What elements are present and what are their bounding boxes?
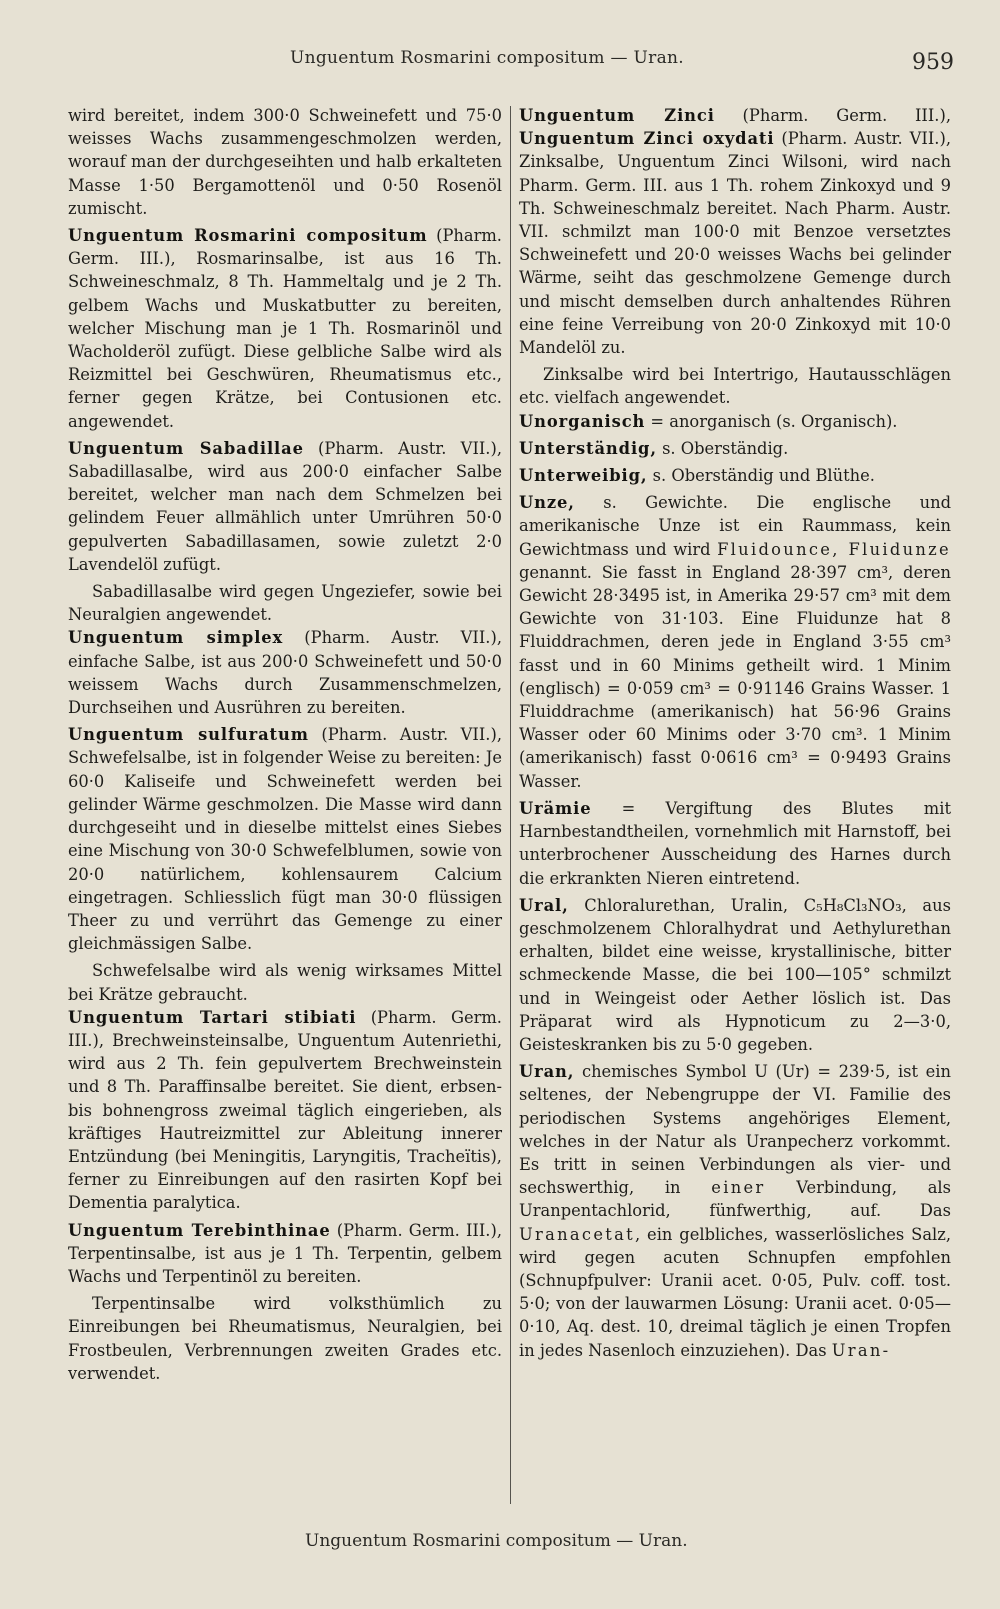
entry-heading: Unguentum Terebinthinae <box>68 1220 331 1240</box>
entry-heading: Urämie <box>519 798 592 818</box>
entry-heading: Uran, <box>519 1062 575 1082</box>
entry-ural <box>519 894 951 1056</box>
entry-text: (Pharm. Germ. III.), Rosmarinsalbe, ist aus 16 Th. Schweineschmalz, 8 Th. Hammeltalg und je 2 Th. gelbem Wachs und Muskatbutter zu bereiten, welcher Mischung man je 1 Th. Rosmarinöl und Wacholderöl zufügt. Diese gelbliche Salbe wird als Reizmittel bei Geschwüren, Rheumatismus etc., ferner gegen Krätze, bei Contusionen etc. angewendet. <box>68 226 502 431</box>
entry-heading: Unguentum Zinci <box>519 106 715 125</box>
entry-paragraph: Zinksalbe wird bei Intertrigo, Hautausschlägen etc. vielfach angewendet. <box>519 365 951 408</box>
entry-rosmarini <box>68 224 502 433</box>
entry-uraemie <box>519 797 951 890</box>
entry-text: = anorganisch (s. Organisch). <box>645 411 898 431</box>
entry-heading: Unorganisch <box>519 411 646 431</box>
entry-unterstaendig <box>519 437 951 460</box>
entry-heading: Unguentum Rosmarini compositum <box>68 226 428 246</box>
entry-text: (Pharm. Germ. III.), Brechweinsteinsalbe, Unguentum Autenriethi, wird aus 2 Th. fein gepulvertem Brechweinstein und 8 Th. Paraffinsalbe bereitet. Sie dient, erbsen- bis bohnengross zweimal täglich eingerieben, als kräftiges Hautreizmittel zur Ableitung innerer Entzündung (bei Meningitis, Laryngitis, Tracheïtis), ferner zu Einreibungen auf den rasirten Kopf bei Dementia paralytica. <box>68 1007 502 1213</box>
running-head: Unguentum Rosmarini compositum — Uran. <box>290 48 684 68</box>
left-column <box>68 104 502 1385</box>
continuation-paragraph: wird bereitet, indem 300·0 Schweinefett und 75·0 weisses Wachs zusammengeschmolzen werden, worauf man der durchgeseihten und halb erkalteten Masse 1·50 Bergamottenöl und 0·50 Rosenöl zumischt. <box>68 106 502 218</box>
entry-unorganisch <box>519 410 951 433</box>
entry-text: = Vergiftung des Blutes mit Harnbestandtheilen, vornehmlich mit Harnstoff, bei unterbrochener Ausscheidung des Harnes durch die erkrankten Nieren eintretend. <box>519 798 951 888</box>
entry-text: (Pharm. Austr. VII.), Schwefelsalbe, ist in folgender Weise zu bereiten: Je 60·0 Kaliseife und Schweinefett werden bei gelinder Wärme geschmolzen. Die Masse wird dann durchgeseiht und in dieselbe mittelst eines Siebes eine Mischung von 30·0 Schwefelblumen, sowie von 20·0 natürlichem, kohlensaurem Calcium eingetragen. Schliesslich fügt man 30·0 flüssigen Theer zu und verrührt das Gemenge zu einer gleichmässigen Salbe. <box>68 725 502 954</box>
entry-heading: Unguentum Sabadillae <box>68 438 304 458</box>
entry-heading: Unguentum sulfuratum <box>68 725 309 745</box>
entry-text: s. Gewichte. Die englische und amerikanische Unze ist ein Raummass, kein Gewichtmass und wird <box>519 493 951 559</box>
entry-unterweibig <box>519 464 951 487</box>
entry-terebinthinae <box>68 1219 502 1289</box>
entry-text: s. Oberständig. <box>656 438 789 458</box>
entry-tartari-stibiati <box>68 1006 502 1215</box>
entry-text: (Pharm. Austr. VII.), einfache Salbe, ist aus 200·0 Schweinefett und 50·0 weissem Wachs durch Zusammenschmelzen, Durchseihen und Ausrühren zu bereiten. <box>68 628 502 718</box>
entry-text: (Pharm. Germ. III.), <box>714 106 951 125</box>
spaced-term: Uran- <box>831 1340 891 1360</box>
entry-sulfuratum <box>68 723 502 955</box>
entry-text: aus geschmolzenem Chloralhydrat und Aethylurethan erhalten, bildet eine weisse, krystallinische, bitter schmeckende Masse, die bei 100—105° schmilzt und in Weingeist oder Aether löslich ist. Das Präparat wird als Hypnoticum zu 2—3·0, Geisteskranken bis zu 5·0 gegeben. <box>519 895 951 1054</box>
entry-heading: Unze, <box>519 493 575 513</box>
spaced-term: Fluidounce, Fluidunze <box>717 539 951 559</box>
entry-unze <box>519 491 951 793</box>
entry-text: (Pharm. Germ. III.), Terpentinsalbe, ist aus je 1 Th. Terpentin, gelbem Wachs und Terpentinöl zu bereiten. <box>68 1220 502 1286</box>
entry-text: (Pharm. Austr. VII.), Zinksalbe, Unguentum Zinci Wilsoni, wird nach Pharm. Germ. III. aus 1 Th. rohem Zinkoxyd und 9 Th. Schweineschmalz bereitet. Nach Pharm. Austr. VII. schmilzt man 100·0 mit Benzoe versetztes Schweinefett und 20·0 weisses Wachs bei gelinder Wärme, seiht das geschmolzene Gemenge durch und mischt demselben durch anhaltendes Rühren eine feine Verreibung von 20·0 Zinkoxyd mit 10·0 Mandelöl zu. <box>519 129 951 358</box>
spaced-term: einer <box>711 1178 766 1198</box>
entry-text: genannt. Sie fasst in England 28·397 cm³, deren Gewicht 28·3495 ist, in Amerika 29·57 cm³ mit dem Gewichte von 31·103. Eine Fluidunze hat 8 Fluiddrachmen, deren jede in England 3·55 cm³ fasst und in 60 Minims getheilt wird. 1 Minim (englisch) = 0·059 cm³ = 0·91146 Grains Wasser. 1 Fluiddrachme (amerikanisch) hat 56·96 Grains Wasser oder 60 Minims oder 3·70 cm³. 1 Minim (amerikanisch) fasst 0·0616 cm³ = 0·9493 Grains Wasser. <box>519 562 951 791</box>
entry-heading: Unguentum simplex <box>68 628 284 648</box>
entry-heading: Unterständig, <box>519 438 657 458</box>
chemical-formula: Chloralurethan, Uralin, C₅H₈Cl₃NO₃, <box>568 895 907 915</box>
entry-zinci <box>519 104 951 359</box>
right-column <box>519 104 951 1366</box>
footer-caption: Unguentum Rosmarini compositum — Uran. <box>305 1531 688 1551</box>
column-divider <box>510 106 511 1504</box>
entry-heading: Unguentum Zinci oxydati <box>519 129 775 149</box>
entry-paragraph: Sabadillasalbe wird gegen Ungeziefer, sowie bei Neuralgien angewendet. <box>68 582 502 625</box>
entry-heading: Unterweibig, <box>519 466 648 486</box>
entry-text: s. Oberständig und Blüthe. <box>647 466 875 486</box>
entry-paragraph: Terpentinsalbe wird volksthümlich zu Einreibungen bei Rheumatismus, Neuralgien, bei Frostbeulen, Verbrennungen zweiten Grades etc. verwendet. <box>68 1294 502 1383</box>
entry-paragraph: Schwefelsalbe wird als wenig wirksames Mittel bei Krätze gebraucht. <box>68 961 502 1004</box>
entry-heading: Ural, <box>519 895 569 915</box>
entry-text: Verbindung, als Uranpentachlorid, fünfwerthig, auf. Das <box>519 1178 951 1221</box>
entry-text: (Pharm. Austr. VII.), Sabadillasalbe, wird aus 200·0 einfacher Salbe bereitet, welcher man nach dem Schmelzen bei gelindem Feuer allmählich unter Umrühren 50·0 gepulverten Sabadillasamen, sowie zuletzt 2·0 Lavendelöl zufügt. <box>68 438 503 574</box>
entry-uran <box>519 1060 951 1362</box>
entry-heading: Unguentum Tartari stibiati <box>68 1007 357 1027</box>
spaced-term: Uranacetat <box>519 1224 635 1244</box>
entry-sabadillae <box>68 437 502 576</box>
entry-text: , ein gelbliches, wasserlösliches Salz, wird gegen acuten Schnupfen empfohlen (Schnupfpulver: Uranii acet. 0·05, Pulv. coff. tost. 5·0; von der lauwarmen Lösung: Uranii acet. 0·05—0·10, Aq. dest. 10, dreimal täglich je einen Tropfen in jedes Nasenloch einzuziehen). Das <box>519 1224 951 1360</box>
entry-simplex <box>68 626 502 719</box>
page-number: 959 <box>912 50 954 75</box>
entry-text: chemisches Symbol U (Ur) = 239·5, ist ein seltenes, der Nebengruppe der VI. Familie des periodischen Systems angehöriges Element, welches in der Natur als Uranpecherz vorkommt. Es tritt in seinen Verbindungen als vier- und sechswerthig, in <box>519 1062 951 1198</box>
